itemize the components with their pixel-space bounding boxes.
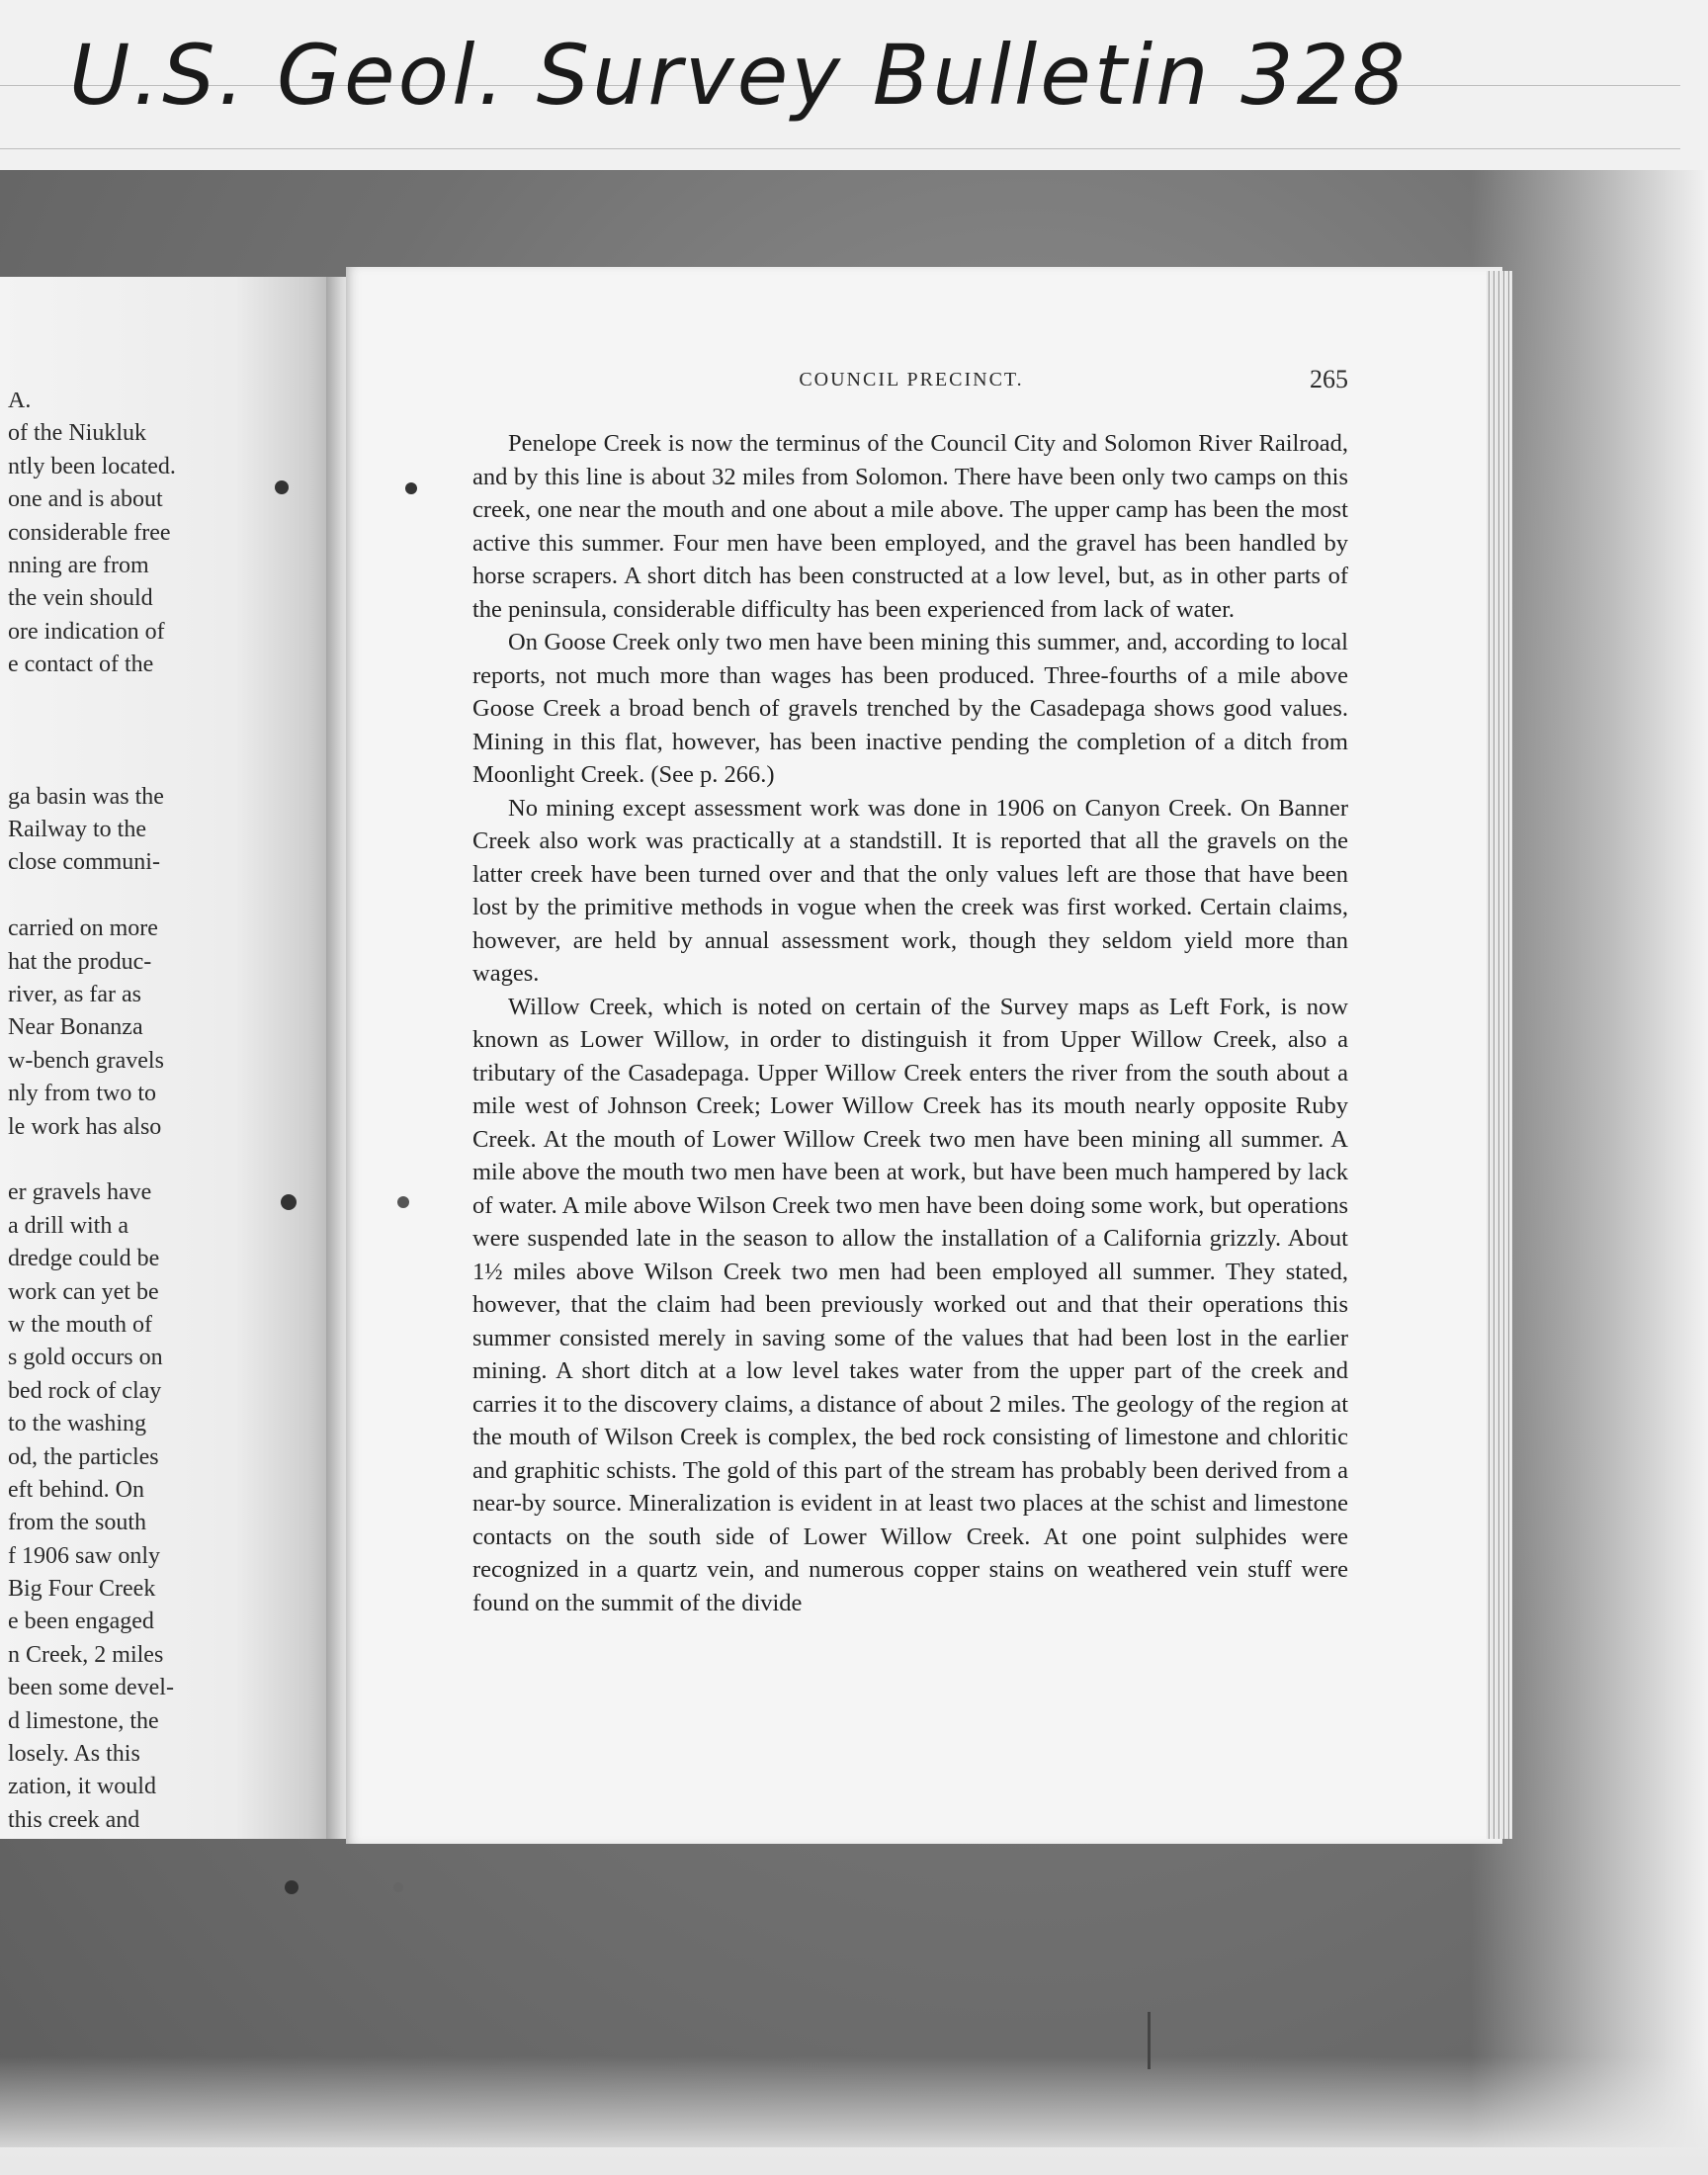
binding-hole (405, 482, 417, 494)
left-text-line: w the mouth of (8, 1311, 152, 1338)
left-text-line: a drill with a (8, 1212, 128, 1239)
left-text-line: considerable free (8, 519, 171, 546)
left-text-line: eft behind. On (8, 1476, 144, 1503)
left-text-line: Railway to the (8, 817, 146, 843)
left-text-line: ga basin was the (8, 783, 164, 810)
left-text-line: one and is about (8, 486, 163, 513)
left-text-line: river, as far as (8, 982, 141, 1008)
left-text-line (8, 682, 212, 715)
running-head (474, 365, 1348, 404)
left-text-line: of the Niukluk (8, 420, 146, 447)
left-text-line: w-bench gravels (8, 1047, 164, 1074)
left-text-line: od, the particles (8, 1443, 159, 1470)
left-text-line: from the south (8, 1510, 146, 1536)
ruled-line (0, 148, 1680, 149)
binding-hole (393, 1882, 403, 1892)
left-text-line: er gravels have (8, 1179, 152, 1206)
binding-hole (281, 1194, 297, 1210)
left-text-line: e contact of the (8, 652, 154, 678)
left-text-line: been some devel- (8, 1675, 174, 1701)
left-text-line: Big Four Creek (8, 1576, 156, 1603)
left-text-line: to the washing (8, 1411, 146, 1437)
left-text-line: ntly been located. (8, 453, 176, 479)
binding-hole (397, 1196, 409, 1208)
left-text-line (8, 1144, 212, 1176)
left-text-line: this creek and (8, 1806, 140, 1833)
body-text (472, 427, 1348, 1619)
left-text-line (8, 715, 212, 747)
left-text-line: work can yet be (8, 1278, 159, 1305)
left-text-line: dredge could be (8, 1246, 160, 1272)
left-text-line: s gold occurs on (8, 1345, 163, 1371)
paragraph: Penelope Creek is now the terminus of the Council City and Solomon River Railroad, and by this line is about 32 miles from Solomon. There have been only two camps on this creek, one near the mouth and one about a mile above. The upper camp has been the most active this summer. Four men have been employed, and the gravel has been handled by horse scrapers. A short ditch has been constructed at a low level, but, as in other parts of the peninsula, considerable difficulty has been experienced from lack of water. (472, 430, 1348, 623)
paragraph: Willow Creek, which is noted on certain of the Survey maps as Left Fork, is now known as Lower Willow, in order to distinguish it from Upper Willow Creek, also a tributary of the Casadepaga. Upper Willow Creek enters the river from the south about a mile west of Johnson Creek; Lower Willow Creek has its mouth nearly opposite Ruby Creek. At the mouth of Lower Willow Creek two men have been mining all summer. A mile above the mouth two men have been at work, but have been much hampered by lack of water. A mile above Wilson Creek two men have been doing some work, but operations were suspended late in the season to allow the installation of a California grizzly. About 1½ miles above Wilson Creek two men had been employed all summer. They stated, however, that the claim had been previously worked out and that their operations this summer consisted merely in saving some of the values that had been lost in the earlier mining. A short ditch at a low level takes water from the upper part of the creek and carries it to the discovery claims, a distance of about 2 miles. The geology of the region at the mouth of Wilson Creek is complex, the bed rock consisting of limestone and chloritic and graphitic schists. The gold of this part of the stream has probably been derived from a near-by source. Mineralization is evident in at least two places at the schist and limestone contacts on the south side of Lower Willow Creek. At one point sulphides were recognized in a quartz vein, and numerous copper stains on weathered vein stuff were found on the summit of the divide (472, 993, 1348, 1616)
left-text-line: le work has also (8, 1113, 162, 1140)
paragraph: No mining except assessment work was done in 1906 on Canyon Creek. On Banner Creek also work was practically at a standstill. It is reported that all the gravels on the latter creek have been turned over and that the only values left are those that have been lost by the primitive methods in vogue when the creek was first worked. Certain claims, however, are held by annual assessment work, though they seldom yield more than wages. (472, 794, 1348, 987)
binding-hole (275, 480, 289, 494)
left-text-line: Near Bonanza (8, 1014, 143, 1041)
paper-header-strip (0, 0, 1708, 172)
left-text-line: carried on more (8, 915, 158, 942)
page-number: 265 (1310, 365, 1348, 393)
left-text-line: f 1906 saw only (8, 1542, 160, 1569)
left-text-line: nning are from (8, 552, 149, 578)
page-edges (1487, 271, 1512, 1839)
scan-bottom-fade (0, 2056, 1708, 2175)
left-text-line: losely. As this (8, 1741, 140, 1768)
left-text-line: nly from two to (8, 1081, 156, 1107)
binding-hole (285, 1880, 299, 1894)
left-text-line: n Creek, 2 miles (8, 1641, 164, 1668)
left-page-text (8, 392, 212, 1837)
left-text-line: d limestone, the (8, 1707, 159, 1734)
paragraph: On Goose Creek only two men have been mining this summer, and, according to local reports, not much more than wages has been produced. Three-fourths of a mile above Goose Creek a broad bench of gravels trenched by the Casadepaga shows good values. Mining in this flat, however, has been inactive pending the completion of a ditch from Moonlight Creek. (See p. 266.) (472, 629, 1348, 788)
left-running-letter: A. (8, 392, 32, 413)
left-text-line: ore indication of (8, 618, 165, 645)
running-head-title: COUNCIL PRECINCT. (799, 369, 1024, 391)
left-text-line: bed rock of clay (8, 1377, 162, 1404)
left-text-line (8, 747, 212, 780)
pencil-mark (1148, 2012, 1151, 2069)
left-text-line: close communi- (8, 849, 160, 876)
left-text-line: e been engaged (8, 1609, 154, 1635)
left-text-line: hat the produc- (8, 948, 152, 975)
left-text-line: the vein should (8, 585, 153, 612)
left-text-line (8, 880, 212, 913)
left-text-line: zation, it would (8, 1774, 156, 1800)
handwritten-citation: U.S. Geol. Survey Bulletin 328 (69, 27, 1409, 124)
